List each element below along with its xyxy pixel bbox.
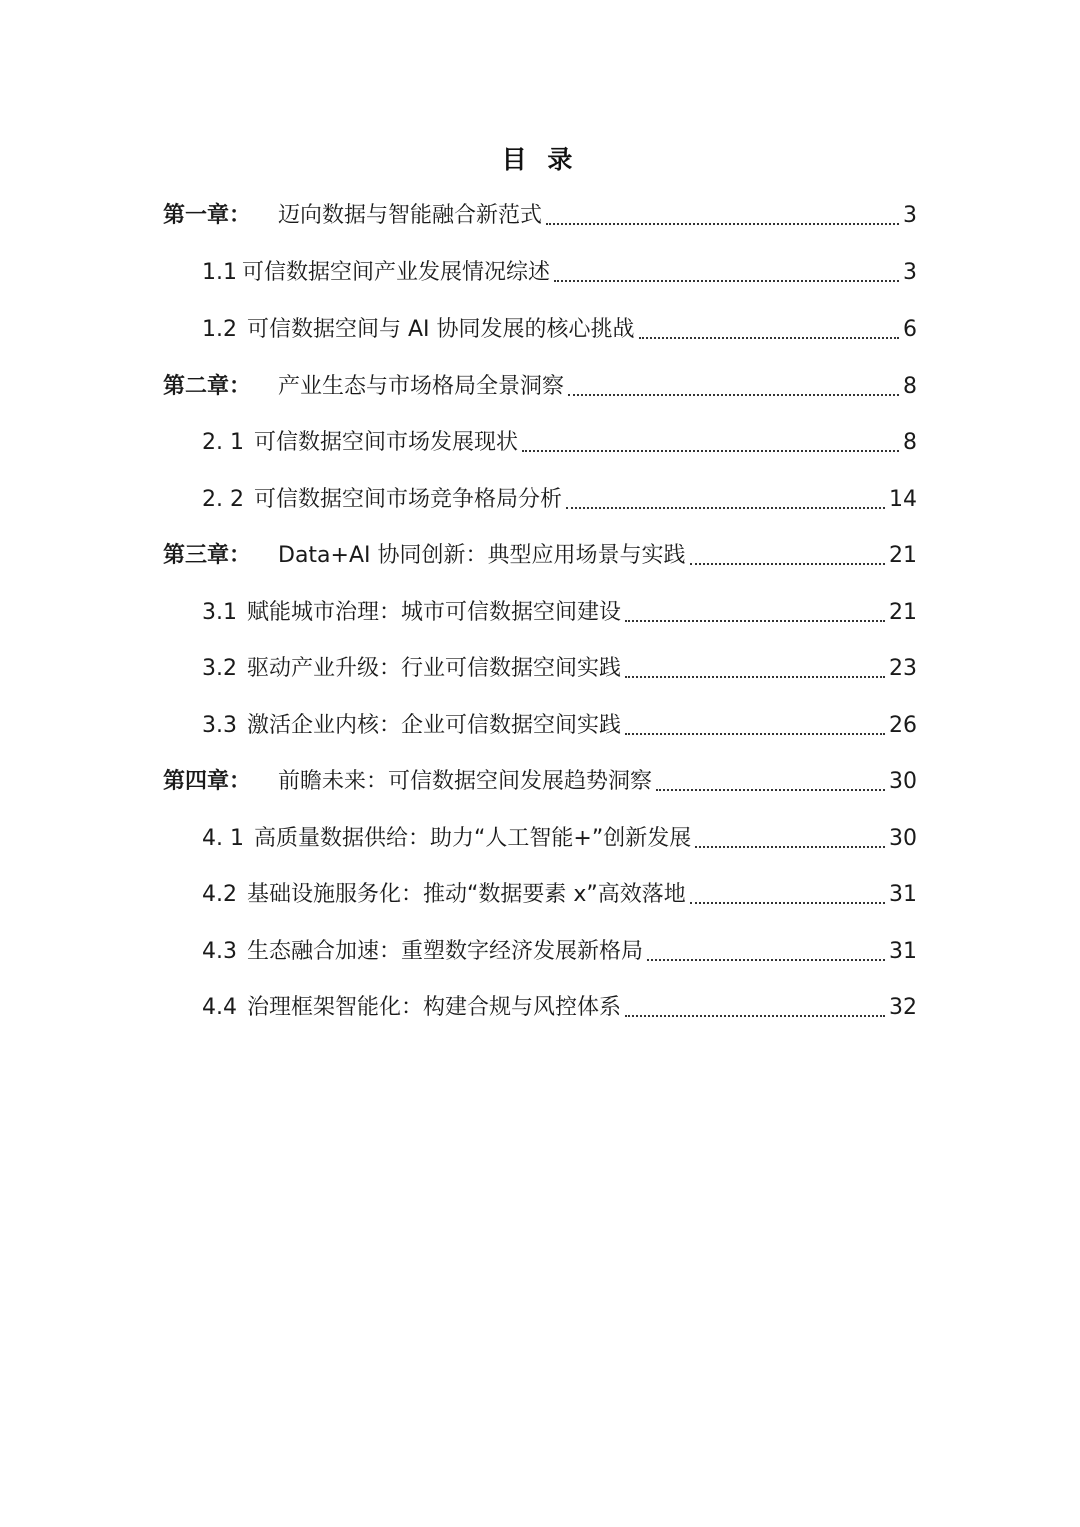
dot-leader — [695, 826, 885, 848]
toc-entry-text: 治理框架智能化：构建合规与风控体系 — [247, 995, 622, 1020]
toc-entry-number: 第一章： — [163, 203, 252, 228]
toc-entry-page: 3 — [903, 260, 917, 285]
dot-leader — [625, 995, 885, 1017]
toc-entry-number: 3.1 — [202, 600, 237, 625]
toc-entry-number: 第二章： — [163, 374, 252, 399]
toc-entry-text: 驱动产业升级：行业可信数据空间实践 — [247, 656, 622, 681]
toc-entry-page: 8 — [903, 374, 917, 399]
toc-entry-number: 2. 1 — [202, 430, 244, 455]
dot-leader — [568, 374, 899, 396]
toc-entry-page: 30 — [889, 826, 917, 851]
toc-entry-section-2-2[interactable] — [202, 472, 917, 528]
toc-entry-number: 第四章： — [163, 769, 252, 794]
toc-entry-section-1-2[interactable] — [202, 302, 917, 358]
toc-entry-page: 30 — [889, 769, 917, 794]
dot-leader — [554, 260, 899, 282]
toc-entry-text: 可信数据空间市场发展现状 — [254, 430, 519, 455]
dot-leader — [690, 543, 886, 565]
dot-leader — [656, 769, 885, 791]
toc-entry-section-4-2[interactable] — [202, 867, 917, 923]
toc-entry-page: 6 — [903, 317, 917, 342]
toc-entry-text: 可信数据空间市场竞争格局分析 — [254, 487, 563, 512]
toc-entry-section-3-1[interactable] — [202, 585, 917, 641]
toc-entry-number: 1.1 — [202, 260, 237, 285]
toc-entry-page: 32 — [889, 995, 917, 1020]
toc-entry-page: 8 — [903, 430, 917, 455]
dot-leader — [625, 656, 885, 678]
toc-entry-chapter-4[interactable] — [163, 754, 917, 810]
toc-entry-number: 4.4 — [202, 995, 237, 1020]
toc-entry-section-3-3[interactable] — [202, 698, 917, 754]
toc-entry-text: 迈向数据与智能融合新范式 — [278, 203, 543, 228]
toc-entry-page: 21 — [889, 543, 917, 568]
toc-entry-chapter-3[interactable] — [163, 528, 917, 584]
dot-leader — [566, 487, 885, 509]
toc-entry-section-4-4[interactable] — [202, 980, 917, 1036]
toc-entry-text: Data+AI 协同创新：典型应用场景与实践 — [278, 543, 686, 568]
toc-entry-number: 4.3 — [202, 939, 237, 964]
toc-entry-text: 激活企业内核：企业可信数据空间实践 — [247, 713, 622, 738]
dot-leader — [690, 882, 885, 904]
dot-leader — [639, 317, 899, 339]
dot-leader — [522, 430, 899, 452]
toc-entry-text: 赋能城市治理：城市可信数据空间建设 — [247, 600, 622, 625]
dot-leader — [625, 600, 885, 622]
toc-entry-page: 3 — [903, 203, 917, 228]
toc-entry-text: 前瞻未来：可信数据空间发展趋势洞察 — [278, 769, 653, 794]
toc-entry-page: 23 — [889, 656, 917, 681]
toc-entry-number: 1.2 — [202, 317, 237, 342]
toc-entry-number: 2. 2 — [202, 487, 244, 512]
toc-entry-page: 31 — [889, 939, 917, 964]
toc-entry-text: 可信数据空间产业发展情况综述 — [242, 260, 551, 285]
toc-entry-number: 4. 1 — [202, 826, 244, 851]
toc-entry-section-1-1[interactable] — [202, 245, 917, 301]
dot-leader — [546, 203, 899, 225]
toc-entry-chapter-2[interactable] — [163, 359, 917, 415]
toc-entry-text: 生态融合加速：重塑数字经济发展新格局 — [247, 939, 644, 964]
toc-entry-page: 21 — [889, 600, 917, 625]
toc-entry-text: 产业生态与市场格局全景洞察 — [278, 374, 565, 399]
toc-entry-number: 4.2 — [202, 882, 237, 907]
toc-entry-page: 14 — [889, 487, 917, 512]
toc-entry-text: 高质量数据供给：助力“人工智能+”创新发展 — [254, 826, 692, 851]
toc-entry-text: 可信数据空间与 AI 协同发展的核心挑战 — [247, 317, 635, 342]
toc-entry-number: 第三章： — [163, 543, 252, 568]
toc-entry-chapter-1[interactable] — [163, 188, 917, 244]
toc-entry-section-2-1[interactable] — [202, 415, 917, 471]
toc-entry-number: 3.3 — [202, 713, 237, 738]
dot-leader — [647, 939, 885, 961]
toc-title: 目 录 — [501, 145, 579, 174]
toc-entry-text: 基础设施服务化：推动“数据要素 x”高效落地 — [247, 882, 686, 907]
toc-entry-section-3-2[interactable] — [202, 641, 917, 697]
toc-entry-page: 26 — [889, 713, 917, 738]
toc-entry-page: 31 — [889, 882, 917, 907]
toc-entry-section-4-3[interactable] — [202, 924, 917, 980]
dot-leader — [625, 713, 885, 735]
toc-entry-section-4-1[interactable] — [202, 811, 917, 867]
toc-entry-number: 3.2 — [202, 656, 237, 681]
